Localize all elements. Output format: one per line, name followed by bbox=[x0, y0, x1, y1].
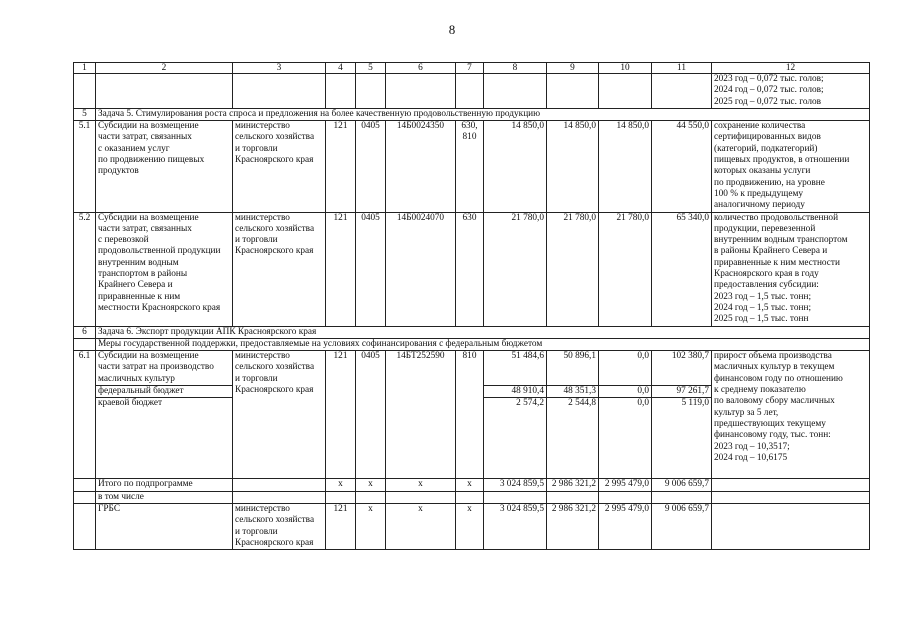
total-label: Итого по подпрограмме bbox=[96, 479, 233, 491]
csr-code: 14БТ252590 bbox=[386, 351, 456, 479]
federal-total: 97 261,7 bbox=[652, 386, 712, 398]
grbs-2023: 3 024 859,5 bbox=[484, 503, 547, 549]
responsible-org: министерство сельского хозяйства и торговли Красноярского края bbox=[233, 121, 326, 212]
amount-2024: 21 780,0 bbox=[547, 212, 599, 326]
vr-code: 810 bbox=[456, 351, 484, 479]
expected-result: сохранение количества сертифицированных видов (категорий, подкатегорий) пищевых продуктов, в отношении которых оказаны услуги по продвижению, на уровне 100 % к предыдущему аналогичному периоду bbox=[712, 121, 870, 212]
x-mark: x bbox=[456, 503, 484, 549]
grbs-code: 121 bbox=[326, 212, 356, 326]
total-2023: 3 024 859,5 bbox=[484, 479, 547, 491]
rzpr-code: 0405 bbox=[356, 212, 386, 326]
row-number: 6.1 bbox=[74, 351, 96, 479]
task-title: Задача 5. Стимулирования роста спроса и предложения на более качественную продовольственную продукцию bbox=[96, 108, 870, 120]
amount-2023: 21 780,0 bbox=[484, 212, 547, 326]
measure-name: Субсидии на возмещение части затрат на производство масличных культур bbox=[96, 351, 233, 386]
csr-code: 14Б0024070 bbox=[386, 212, 456, 326]
task-6-row bbox=[74, 326, 870, 338]
regional-budget-label: краевой бюджет bbox=[96, 398, 233, 479]
col-header: 8 bbox=[484, 63, 547, 74]
amount-2023: 51 484,6 bbox=[484, 351, 547, 386]
subprogram-table bbox=[73, 62, 870, 550]
total-2024: 2 986 321,2 bbox=[547, 479, 599, 491]
regional-total: 5 119,0 bbox=[652, 398, 712, 479]
measure-name: Субсидии на возмещение части затрат, связанных с перевозкой продовольственной продукции внутренним водным транспортом в районы Крайнего Севера и приравненные к ним местности Красноярского края bbox=[96, 212, 233, 326]
responsible-org: министерство сельского хозяйства и торговли Красноярского края bbox=[233, 212, 326, 326]
expected-result: количество продовольственной продукции, перевезенной внутренним водным транспортом в районы Крайнего Севера и приравненные к ним местности Красноярского края в году предоставления субсидии: 2023 год – 1,5 тыс. тонн; 2024 год – 1,5 тыс. тонн; 2025 год – 1,5 тыс. тонн bbox=[712, 212, 870, 326]
table-row-5-1 bbox=[74, 121, 870, 212]
amount-2024: 14 850,0 bbox=[547, 121, 599, 212]
grbs-2025: 2 995 479,0 bbox=[599, 503, 652, 549]
grbs-2024: 2 986 321,2 bbox=[547, 503, 599, 549]
task-title: Задача 6. Экспорт продукции АПК Красноярского края bbox=[96, 326, 870, 338]
x-mark: x bbox=[456, 479, 484, 491]
total-2025: 2 995 479,0 bbox=[599, 479, 652, 491]
row-number: 5.1 bbox=[74, 121, 96, 212]
regional-2023: 2 574,2 bbox=[484, 398, 547, 479]
col-header: 11 bbox=[652, 63, 712, 74]
table-row-5-2 bbox=[74, 212, 870, 326]
col-header: 2 bbox=[96, 63, 233, 74]
col-header: 10 bbox=[599, 63, 652, 74]
amount-2025: 0,0 bbox=[599, 351, 652, 386]
rzpr-code: 0405 bbox=[356, 121, 386, 212]
csr-code: 14Б0024350 bbox=[386, 121, 456, 212]
row-number: 5.2 bbox=[74, 212, 96, 326]
grbs-total: 9 006 659,7 bbox=[652, 503, 712, 549]
regional-2025: 0,0 bbox=[599, 398, 652, 479]
responsible-org: министерство сельского хозяйства и торговли Красноярского края bbox=[233, 351, 326, 479]
expected-result: прирост объема производства масличных культур в текущем финансовом году по отношению к среднему показателю по валовому сбору масличных культур за 5 лет, предшествующих текущему финансовому году, тыс. тонн: 2023 год – 10,3517; 2024 год – 10,6175 bbox=[712, 351, 870, 479]
col-header: 7 bbox=[456, 63, 484, 74]
measures-row bbox=[74, 338, 870, 350]
continuation-row bbox=[74, 74, 870, 109]
including-row bbox=[74, 491, 870, 503]
task-number: 5 bbox=[74, 108, 96, 120]
col-header: 5 bbox=[356, 63, 386, 74]
task-number: 6 bbox=[74, 326, 96, 338]
amount-2025: 21 780,0 bbox=[599, 212, 652, 326]
amount-2023: 14 850,0 bbox=[484, 121, 547, 212]
federal-2023: 48 910,4 bbox=[484, 386, 547, 398]
regional-2024: 2 544,8 bbox=[547, 398, 599, 479]
federal-budget-label: федеральный бюджет bbox=[96, 386, 233, 398]
table-row-6-1 bbox=[74, 351, 870, 386]
col-header: 12 bbox=[712, 63, 870, 74]
col-header: 6 bbox=[386, 63, 456, 74]
subprogram-total-row bbox=[74, 479, 870, 491]
grbs-row bbox=[74, 503, 870, 549]
amount-total: 65 340,0 bbox=[652, 212, 712, 326]
continuation-result: 2023 год – 0,072 тыс. голов; 2024 год – 0,072 тыс. голов; 2025 год – 0,072 тыс. голов bbox=[712, 74, 870, 109]
x-mark: x bbox=[386, 503, 456, 549]
vr-code: 630, 810 bbox=[456, 121, 484, 212]
page-number: 8 bbox=[448, 22, 456, 37]
col-header: 4 bbox=[326, 63, 356, 74]
col-header: 9 bbox=[547, 63, 599, 74]
grbs-code: 121 bbox=[326, 351, 356, 479]
x-mark: x bbox=[326, 479, 356, 491]
column-number-row bbox=[74, 63, 870, 74]
total-sum: 9 006 659,7 bbox=[652, 479, 712, 491]
grbs-code: 121 bbox=[326, 503, 356, 549]
task-5-row bbox=[74, 108, 870, 120]
federal-2024: 48 351,3 bbox=[547, 386, 599, 398]
amount-total: 44 550,0 bbox=[652, 121, 712, 212]
rzpr-code: 0405 bbox=[356, 351, 386, 479]
amount-2025: 14 850,0 bbox=[599, 121, 652, 212]
grbs-code: 121 bbox=[326, 121, 356, 212]
responsible-org: министерство сельского хозяйства и торговли Красноярского края bbox=[233, 503, 326, 549]
amount-total: 102 380,7 bbox=[652, 351, 712, 386]
including-label: в том числе bbox=[96, 491, 233, 503]
amount-2024: 50 896,1 bbox=[547, 351, 599, 386]
grbs-label: ГРБС bbox=[96, 503, 233, 549]
vr-code: 630 bbox=[456, 212, 484, 326]
measure-name: Субсидии на возмещение части затрат, связанных с оказанием услуг по продвижению пищевых продуктов bbox=[96, 121, 233, 212]
x-mark: x bbox=[356, 503, 386, 549]
x-mark: x bbox=[386, 479, 456, 491]
measures-title: Меры государственной поддержки, предоставляемые на условиях софинансирования с федеральным бюджетом bbox=[96, 338, 870, 350]
col-header: 1 bbox=[74, 63, 96, 74]
federal-2025: 0,0 bbox=[599, 386, 652, 398]
x-mark: x bbox=[356, 479, 386, 491]
col-header: 3 bbox=[233, 63, 326, 74]
